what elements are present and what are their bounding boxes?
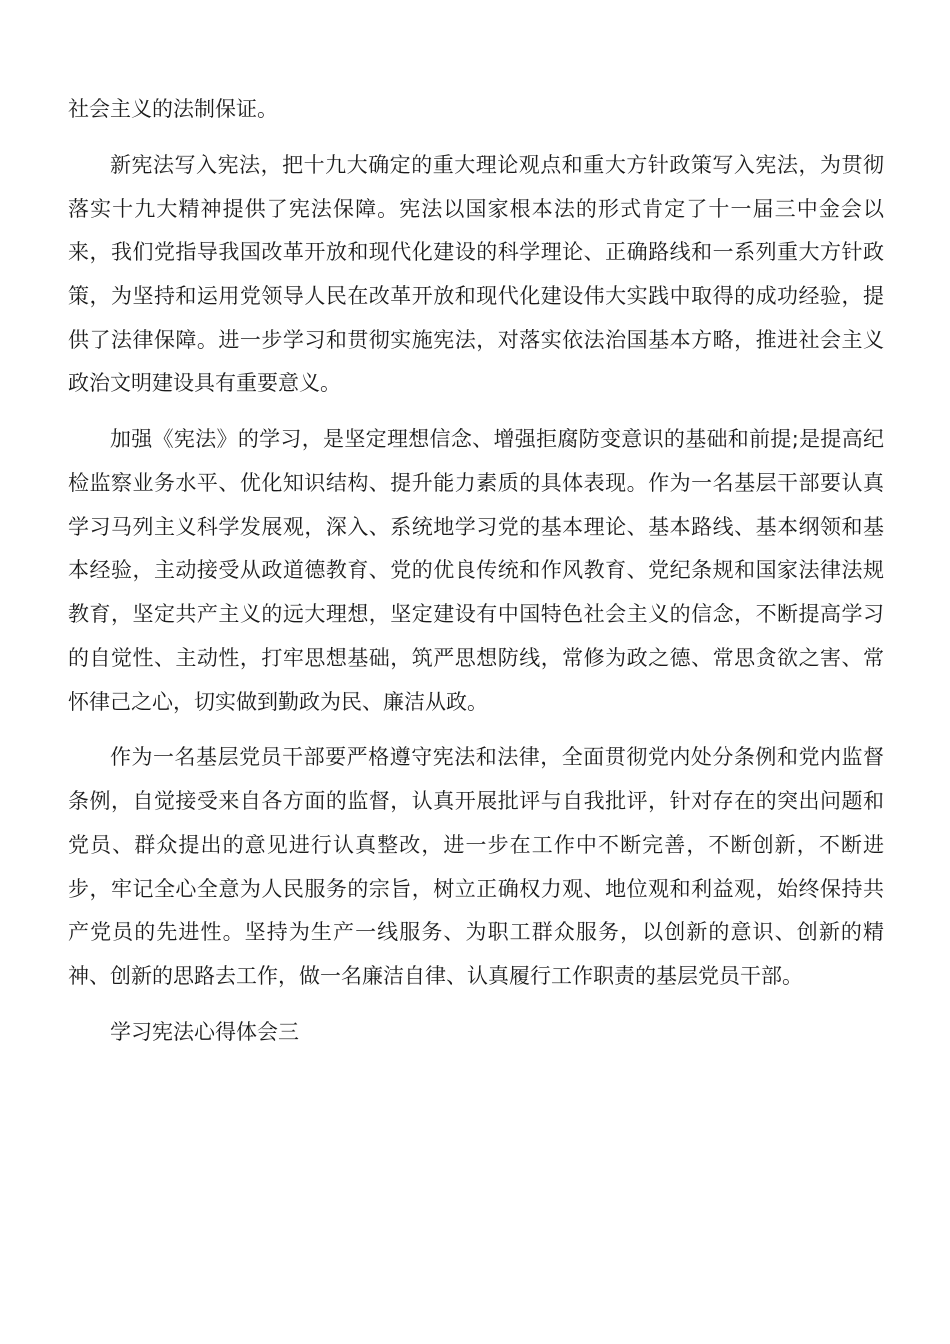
paragraph-2: 新宪法写入宪法，把十九大确定的重大理论观点和重大方针政策写入宪法，为贯彻落实十九大精神提供了宪法保障。宪法以国家根本法的形式肯定了十一届三中金会以来，我们党指导我国改革开放和现代化建设的科学理论、正确路线和一系列重大方针政策，为坚持和运用党领导人民在改革开放和现代化建设伟大实践中取得的成功经验，提供了法律保障。进一步学习和贯彻实施宪法，对落实依法治国基本方略，推进社会主义政治文明建设具有重要意义。 (68, 152, 884, 396)
paragraph-3: 加强《宪法》的学习，是坚定理想信念、增强拒腐防变意识的基础和前提;是提高纪检监察业务水平、优化知识结构、提升能力素质的具体表现。作为一名基层干部要认真学习马列主义科学发展观，深入、系统地学习党的基本理论、基本路线、基本纲领和基本经验，主动接受从政道德教育、党的优良传统和作风教育、党纪条规和国家法律法规教育，坚定共产主义的远大理想，坚定建设有中国特色社会主义的信念，不断提高学习的自觉性、主动性，打牢思想基础，筑严思想防线，常修为政之德、常思贪欲之害、常怀律己之心，切实做到勤政为民、廉洁从政。 (68, 427, 884, 714)
paragraph-1: 社会主义的法制保证。 (68, 97, 278, 121)
paragraph-4: 作为一名基层党员干部要严格遵守宪法和法律，全面贯彻党内处分条例和党内监督条例，自觉接受来自各方面的监督，认真开展批评与自我批评，针对存在的突出问题和党员、群众提出的意见进行认真整改，进一步在工作中不断完善，不断创新，不断进步，牢记全心全意为人民服务的宗旨，树立正确权力观、地位观和利益观，始终保持共产党员的先进性。坚持为生产一线服务、为职工群众服务，以创新的意识、创新的精神、创新的思路去工作，做一名廉洁自律、认真履行工作职责的基层党员干部。 (68, 745, 884, 988)
section-heading: 学习宪法心得体会三 (110, 1019, 299, 1044)
document-body (68, 88, 884, 1055)
